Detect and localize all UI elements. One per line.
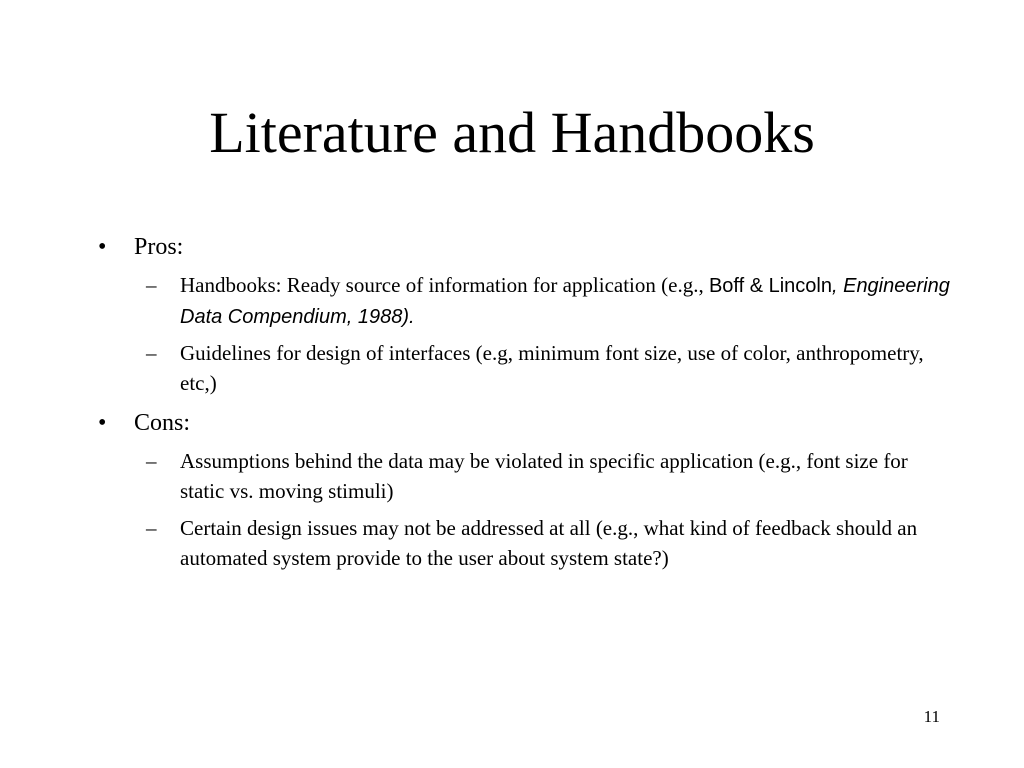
bullet-marker: •	[98, 410, 107, 436]
sub-bullet-marker: –	[146, 273, 157, 297]
bullet-cons-label: Cons:	[134, 410, 191, 436]
page-number: 11	[923, 707, 940, 726]
bullet-marker: •	[98, 234, 107, 260]
pros-item-guidelines-text: Guidelines for design of interfaces (e.g, minimum font size, use of color, anthropometry, etc,)	[180, 341, 924, 395]
citation-author: Boff & Lincoln	[708, 275, 832, 297]
cons-item-design-issues-text: Certain design issues may not be addressed at all (e.g., what kind of feedback should an automated system provide to the user about system state?)	[180, 516, 918, 570]
citation-title: , Engineering Data Compendium, 1988).	[180, 275, 950, 328]
sub-bullet-marker: –	[146, 516, 157, 540]
sub-bullet-marker: –	[146, 449, 157, 473]
pros-item-handbooks-lead: Handbooks: Ready source of information for application (e.g.,	[180, 273, 709, 297]
pros-item-handbooks-text	[180, 270, 950, 332]
bullet-pros-label: Pros:	[134, 234, 184, 260]
slide-title: Literature and Handbooks	[209, 100, 815, 165]
cons-item-assumptions-text: Assumptions behind the data may be violated in specific application (e.g., font size for static vs. moving stimuli)	[180, 449, 908, 503]
sub-bullet-marker: –	[146, 341, 157, 365]
